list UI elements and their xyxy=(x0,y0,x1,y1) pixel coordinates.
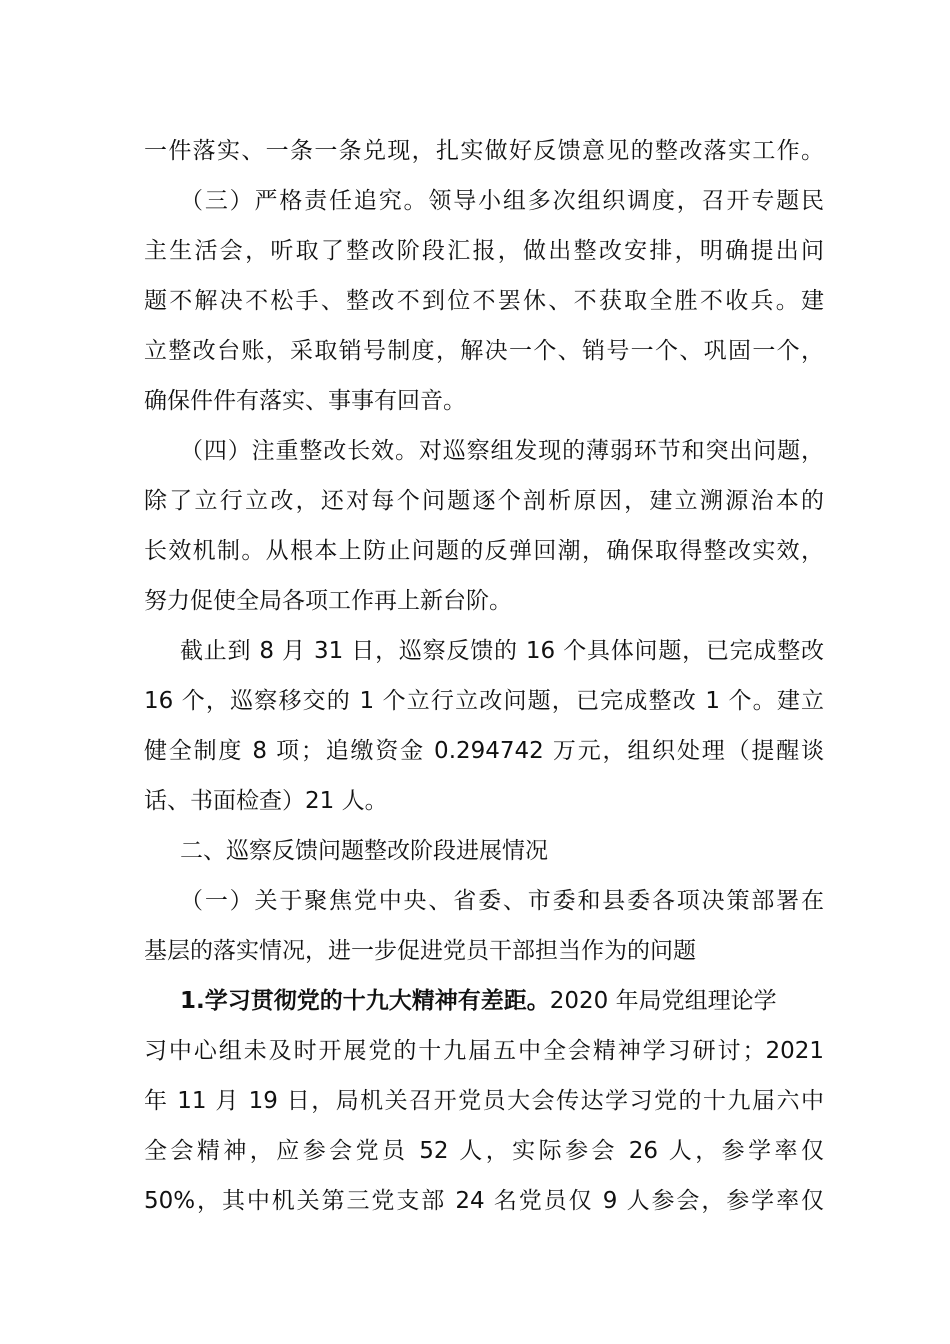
text-line-9: 长效机制。从根本上防止问题的反弹回潮，确保取得整改实效， xyxy=(144,538,824,564)
text-line-21: 全会精神，应参会党员 52 人，实际参会 26 人，参学率仅 xyxy=(144,1138,824,1164)
text-line-4: 题不解决不松手、整改不到位不罢休、不获取全胜不收兵。建 xyxy=(144,288,824,314)
text-line-20: 年 11 月 19 日，局机关召开党员大会传达学习党的十九届六中 xyxy=(144,1088,824,1114)
text-line-3: 主生活会，听取了整改阶段汇报，做出整改安排，明确提出问 xyxy=(144,238,824,264)
text-line-14: 话、书面检查）21 人。 xyxy=(144,788,388,814)
text-line-2: （三）严格责任追究。领导小组多次组织调度，召开专题民 xyxy=(180,188,824,214)
text-line-19: 习中心组未及时开展党的十九届五中全会精神学习研讨；2021 xyxy=(144,1038,824,1064)
text-line-22: 50%，其中机关第三党支部 24 名党员仅 9 人参会，参学率仅 xyxy=(144,1188,824,1214)
text-line-10: 努力促使全局各项工作再上新台阶。 xyxy=(144,588,512,614)
section-heading: 二、巡察反馈问题整改阶段进展情况 xyxy=(180,838,548,864)
text-line-18-rest: 2020 年局党组理论学 xyxy=(549,988,777,1014)
text-line-6: 确保件件有落实、事事有回音。 xyxy=(144,388,466,414)
text-line-1: 一件落实、一条一条兑现，扎实做好反馈意见的整改落实工作。 xyxy=(144,138,824,164)
text-line-5: 立整改台账，采取销号制度，解决一个、销号一个、巩固一个， xyxy=(144,338,824,364)
text-line-12: 16 个，巡察移交的 1 个立行立改问题，已完成整改 1 个。建立 xyxy=(144,688,824,714)
text-line-11: 截止到 8 月 31 日，巡察反馈的 16 个具体问题，已完成整改 xyxy=(180,638,824,664)
text-line-13: 健全制度 8 项；追缴资金 0.294742 万元，组织处理（提醒谈 xyxy=(144,738,824,764)
bold-item-heading: 1.学习贯彻党的十九大精神有差距。 xyxy=(180,988,550,1014)
text-line-18 xyxy=(180,986,824,1016)
text-line-17: 基层的落实情况，进一步促进党员干部担当作为的问题 xyxy=(144,938,696,964)
text-line-16: （一）关于聚焦党中央、省委、市委和县委各项决策部署在 xyxy=(180,888,824,914)
text-line-8: 除了立行立改，还对每个问题逐个剖析原因，建立溯源治本的 xyxy=(144,488,824,514)
text-line-7: （四）注重整改长效。对巡察组发现的薄弱环节和突出问题， xyxy=(180,438,824,464)
